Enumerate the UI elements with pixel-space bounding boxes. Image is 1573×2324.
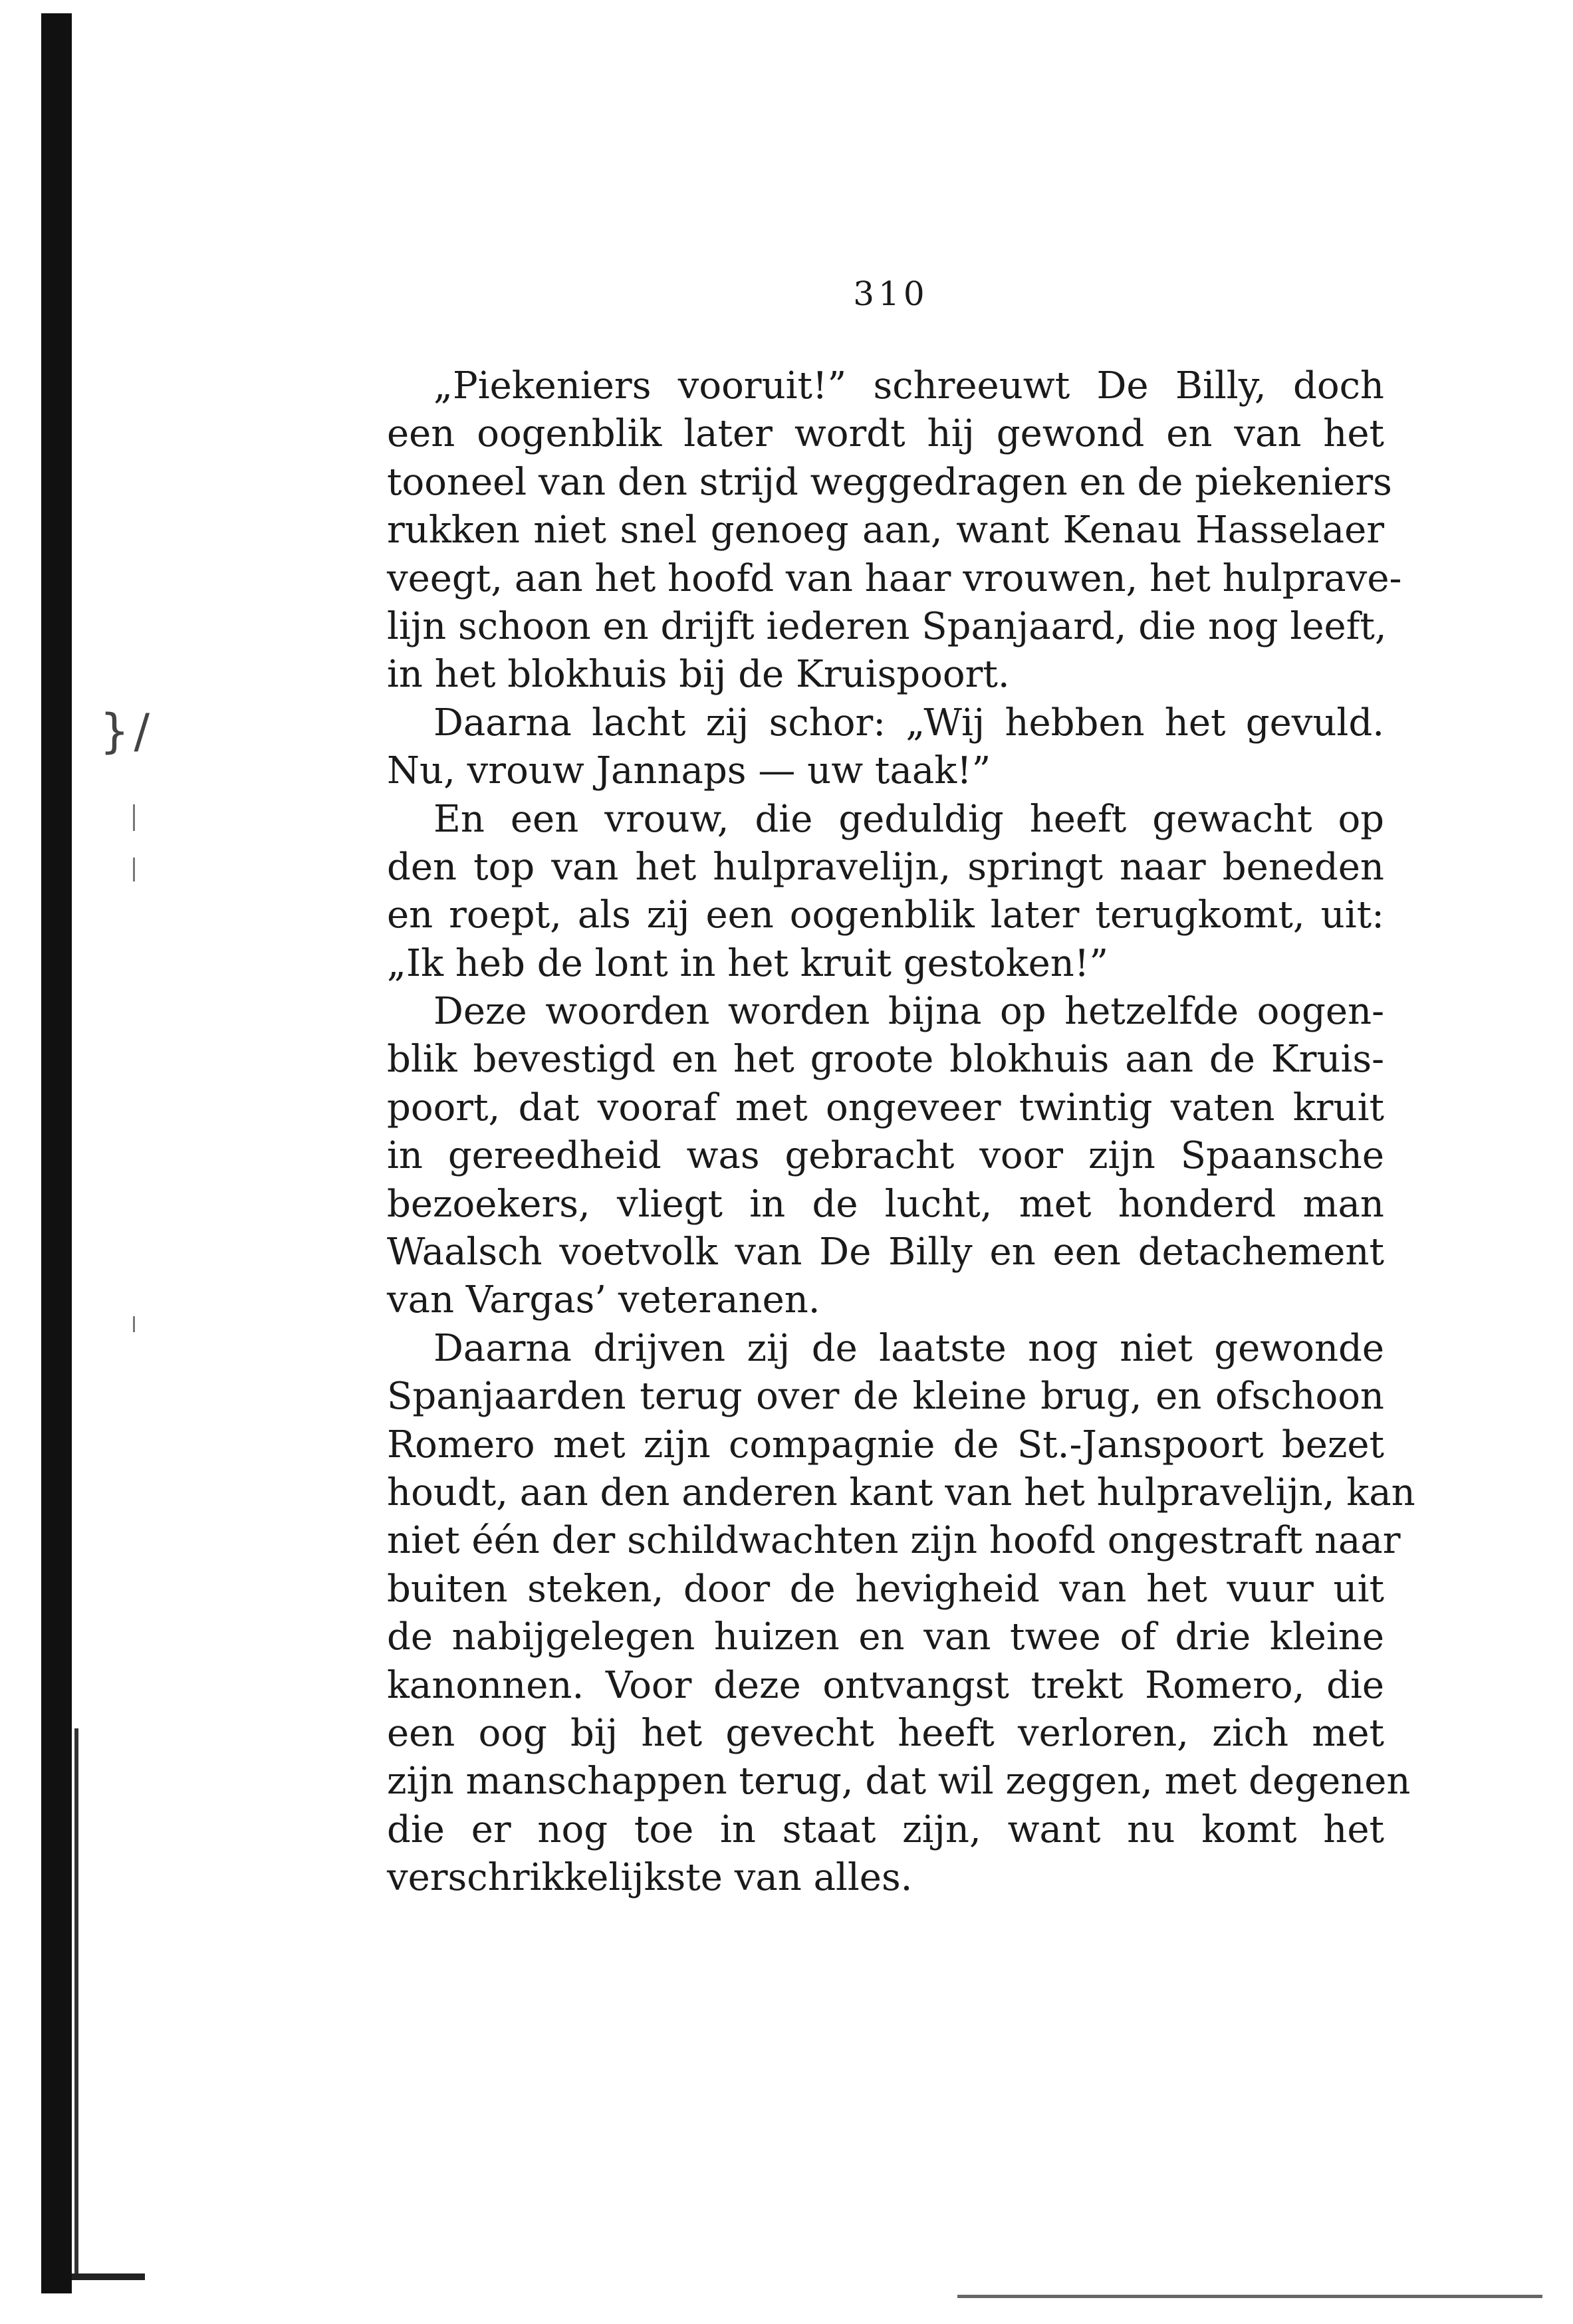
binding-edge	[41, 13, 72, 2293]
text-line: die er nog toe in staat zijn, want nu komt het	[387, 1807, 1384, 1851]
text-line: verschrikkelijkste van alles.	[387, 1856, 913, 1900]
text-line: niet één der schildwachten zijn hoofd ongestraft naar	[387, 1519, 1401, 1563]
text-line: van Vargas’ veteranen.	[387, 1278, 820, 1322]
text-line: poort, dat vooraf met ongeveer twintig vaten kruit	[387, 1086, 1384, 1129]
text-line: Daarna lacht zij schor: „Wij hebben het gevuld.	[433, 701, 1384, 745]
body-text	[387, 362, 1415, 1903]
text-line: En een vrouw, die geduldig heeft gewacht op	[433, 797, 1384, 841]
text-line: Nu, vrouw Jannaps — uw taak!”	[387, 749, 991, 793]
text-line: Deze woorden worden bijna op hetzelfde oogen-	[433, 990, 1384, 1034]
text-line: een oog bij het gevecht heeft verloren, zich met	[387, 1711, 1384, 1755]
text-line: en roept, als zij een oogenblik later terugkomt, uit:	[387, 893, 1384, 937]
text-line: den top van het hulpravelijn, springt naar beneden	[387, 845, 1384, 889]
text-line: zijn manschappen terug, dat wil zeggen, met degenen	[387, 1760, 1411, 1803]
text-line: in het blokhuis bij de Kruispoort.	[387, 653, 1010, 697]
bottom-edge-rule	[957, 2295, 1542, 2298]
binding-foot	[72, 2273, 145, 2280]
margin-tick	[133, 1316, 135, 1332]
text-line: „Piekeniers vooruit!” schreeuwt De Billy, doch	[433, 364, 1384, 407]
text-line: veegt, aan het hoofd van haar vrouwen, het hulprave-	[387, 556, 1402, 600]
text-line: bezoekers, vliegt in de lucht, met honderd man	[387, 1182, 1384, 1226]
text-line: buiten steken, door de hevigheid van het vuur uit	[387, 1567, 1384, 1611]
text-line: de nabijgelegen huizen en van twee of drie kleine	[387, 1615, 1384, 1659]
text-line: Spanjaarden terug over de kleine brug, en ofschoon	[387, 1375, 1384, 1419]
text-line: in gereedheid was gebracht voor zijn Spaansche	[387, 1134, 1384, 1178]
page-number: 310	[853, 275, 929, 313]
text-line: een oogenblik later wordt hij gewond en van het	[387, 412, 1384, 456]
margin-tick	[133, 804, 135, 831]
text-line: Waalsch voetvolk van De Billy en een detachement	[387, 1230, 1384, 1274]
text-line: lijn schoon en drijft iederen Spanjaard, die nog leeft,	[387, 604, 1387, 648]
margin-tick	[133, 858, 135, 881]
text-line: Romero met zijn compagnie de St.-Janspoort bezet	[387, 1423, 1384, 1466]
text-line: rukken niet snel genoeg aan, want Kenau Hasselaer	[387, 509, 1384, 552]
text-line: kanonnen. Voor deze ontvangst trekt Romero, die	[387, 1663, 1384, 1707]
text-line: tooneel van den strijd weggedragen en de piekeniers	[387, 460, 1392, 504]
text-line: Daarna drijven zij de laatste nog niet gewonde	[433, 1326, 1384, 1370]
text-line: „Ik heb de lont in het kruit gestoken!”	[387, 941, 1108, 985]
binding-edge-shadow	[74, 1728, 78, 2273]
margin-annotation: } /	[100, 704, 150, 758]
text-line: blik bevestigd en het groote blokhuis aan de Kruis-	[387, 1038, 1384, 1082]
text-line: houdt, aan den anderen kant van het hulpravelijn, kan	[387, 1470, 1415, 1514]
